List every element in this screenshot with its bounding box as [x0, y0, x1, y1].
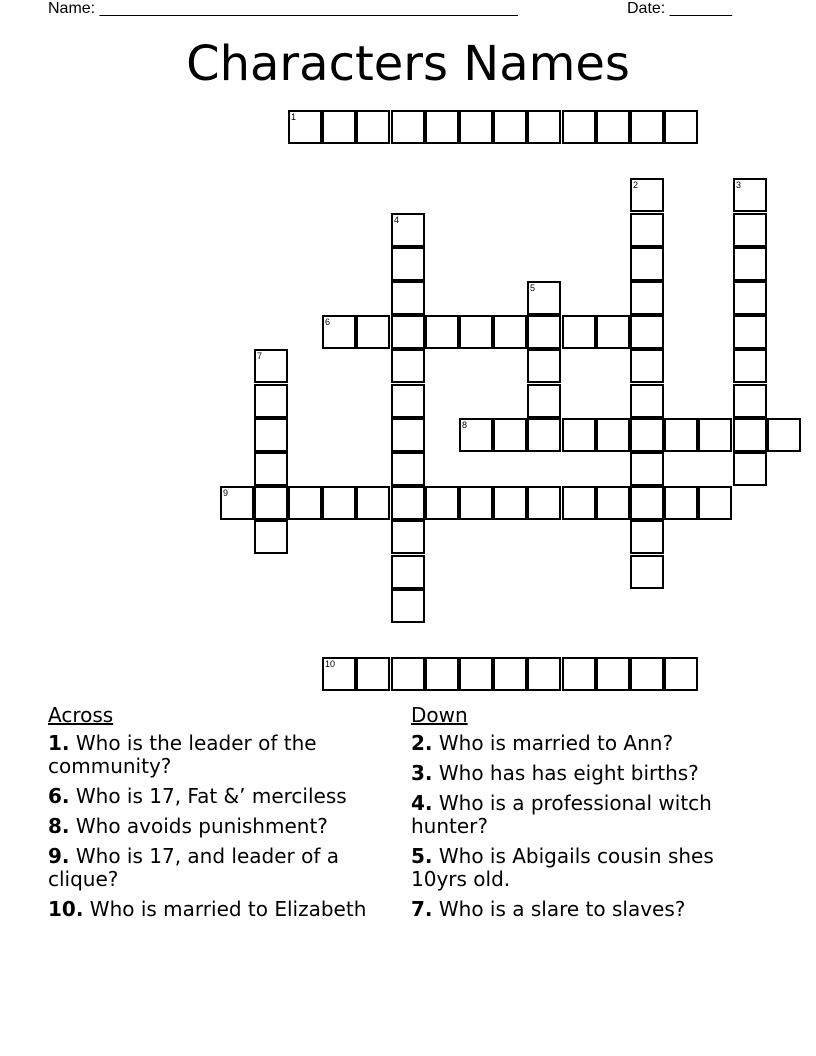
cell-number: 4 [394, 215, 400, 225]
down-clue [411, 898, 751, 921]
clue-text: Who is Abigails cousin shes 10yrs old. [411, 844, 714, 891]
crossword-cell[interactable] [425, 315, 459, 349]
crossword-cell[interactable] [733, 281, 767, 315]
crossword-cell[interactable] [391, 589, 425, 623]
crossword-cell[interactable] [630, 486, 664, 520]
crossword-cell[interactable] [391, 520, 425, 554]
page-title: Characters Names [186, 36, 630, 92]
name-field-label[interactable]: Name: _______________________________________________ [48, 0, 518, 17]
down-clues [411, 702, 751, 928]
crossword-cell[interactable] [733, 418, 767, 452]
cell-number: 8 [462, 420, 468, 430]
crossword-cell[interactable] [664, 110, 698, 144]
cell-number: 9 [223, 488, 229, 498]
crossword-cell[interactable] [527, 384, 561, 418]
down-clue [411, 762, 751, 785]
crossword-cell[interactable] [288, 486, 322, 520]
crossword-cell[interactable] [527, 349, 561, 383]
crossword-cell[interactable] [596, 486, 630, 520]
crossword-cell[interactable] [356, 486, 390, 520]
clue-number: 6. [48, 784, 70, 808]
crossword-cell[interactable] [459, 657, 493, 691]
clue-number: 9. [48, 844, 70, 868]
crossword-cell[interactable] [254, 384, 288, 418]
crossword-cell[interactable] [391, 213, 425, 247]
crossword-cell[interactable] [562, 657, 596, 691]
crossword-cell[interactable] [664, 657, 698, 691]
crossword-cell[interactable] [596, 657, 630, 691]
clue-text: Who has has eight births? [432, 761, 699, 785]
crossword-cell[interactable] [596, 110, 630, 144]
crossword-cell[interactable] [630, 110, 664, 144]
crossword-cell[interactable] [527, 281, 561, 315]
crossword-cell[interactable] [630, 520, 664, 554]
crossword-cell[interactable] [356, 110, 390, 144]
crossword-cell[interactable] [527, 657, 561, 691]
crossword-cell[interactable] [391, 281, 425, 315]
clue-text: Who is married to Elizabeth [83, 897, 367, 921]
crossword-cell[interactable] [220, 486, 254, 520]
crossword-cell[interactable] [596, 315, 630, 349]
crossword-cell[interactable] [391, 555, 425, 589]
cell-number: 10 [325, 659, 336, 669]
clue-text: Who is 17, and leader of a clique? [48, 844, 339, 891]
crossword-cell[interactable] [322, 315, 356, 349]
crossword-cell[interactable] [322, 486, 356, 520]
clue-text: Who is 17, Fat &’ merciless [69, 784, 347, 808]
crossword-cell[interactable] [391, 486, 425, 520]
crossword-cell[interactable] [596, 418, 630, 452]
crossword-cell[interactable] [733, 349, 767, 383]
down-clue [411, 792, 751, 838]
across-clue [48, 732, 403, 778]
clue-number: 4. [411, 791, 433, 815]
crossword-cell[interactable] [733, 384, 767, 418]
cell-number: 2 [633, 180, 639, 190]
down-clue [411, 732, 751, 755]
crossword-cell[interactable] [254, 349, 288, 383]
clue-number: 5. [411, 844, 433, 868]
crossword-cell[interactable] [356, 657, 390, 691]
crossword-cell[interactable] [630, 281, 664, 315]
cell-number: 7 [257, 351, 263, 361]
crossword-cell[interactable] [733, 247, 767, 281]
crossword-cell[interactable] [254, 486, 288, 520]
crossword-cell[interactable] [630, 247, 664, 281]
crossword-cell[interactable] [391, 384, 425, 418]
clue-text: Who avoids punishment? [69, 814, 328, 838]
crossword-cell[interactable] [459, 315, 493, 349]
down-heading: Down [411, 703, 468, 727]
crossword-cell[interactable] [322, 657, 356, 691]
across-heading: Across [48, 703, 114, 727]
crossword-cell[interactable] [630, 315, 664, 349]
clue-text: Who is the leader of the community? [48, 731, 317, 778]
crossword-cell[interactable] [322, 110, 356, 144]
across-clue [48, 898, 403, 921]
crossword-cell[interactable] [664, 418, 698, 452]
down-clue [411, 845, 751, 891]
crossword-cell[interactable] [562, 110, 596, 144]
clue-number: 3. [411, 761, 433, 785]
crossword-cell[interactable] [391, 657, 425, 691]
clue-number: 1. [48, 731, 70, 755]
crossword-cell[interactable] [391, 452, 425, 486]
cell-number: 6 [325, 317, 331, 327]
clue-number: 7. [411, 897, 433, 921]
crossword-cell[interactable] [664, 486, 698, 520]
cell-number: 5 [530, 283, 536, 293]
date-field-label[interactable]: Date: _______ [627, 0, 732, 17]
crossword-cell[interactable] [391, 110, 425, 144]
crossword-cell[interactable] [391, 247, 425, 281]
across-clue [48, 785, 403, 808]
crossword-cell[interactable] [459, 110, 493, 144]
crossword-cell[interactable] [459, 486, 493, 520]
crossword-cell[interactable] [767, 418, 801, 452]
crossword-cell[interactable] [630, 452, 664, 486]
crossword-cell[interactable] [425, 110, 459, 144]
crossword-cell[interactable] [562, 315, 596, 349]
crossword-cell[interactable] [254, 452, 288, 486]
crossword-cell[interactable] [459, 418, 493, 452]
crossword-cell[interactable] [391, 349, 425, 383]
across-clue [48, 845, 403, 891]
crossword-cell[interactable] [391, 315, 425, 349]
crossword-cell[interactable] [391, 418, 425, 452]
crossword-cell[interactable] [425, 486, 459, 520]
cell-number: 1 [291, 112, 297, 122]
crossword-cell[interactable] [527, 486, 561, 520]
crossword-cell[interactable] [493, 110, 527, 144]
crossword-cell[interactable] [630, 555, 664, 589]
crossword-cell[interactable] [630, 349, 664, 383]
crossword-cell[interactable] [493, 486, 527, 520]
clue-number: 10. [48, 897, 84, 921]
across-clue [48, 815, 403, 838]
clue-number: 2. [411, 731, 433, 755]
crossword-cell[interactable] [733, 452, 767, 486]
crossword-cell[interactable] [356, 315, 390, 349]
crossword-cell[interactable] [733, 178, 767, 212]
crossword-cell[interactable] [493, 418, 527, 452]
crossword-cell[interactable] [630, 657, 664, 691]
crossword-cell[interactable] [254, 418, 288, 452]
clue-text: Who is a slare to slaves? [432, 897, 686, 921]
crossword-cell[interactable] [630, 418, 664, 452]
cell-number: 3 [736, 180, 742, 190]
crossword-cell[interactable] [630, 384, 664, 418]
crossword-cell[interactable] [733, 315, 767, 349]
crossword-cell[interactable] [527, 110, 561, 144]
crossword-cell[interactable] [254, 520, 288, 554]
clue-text: Who is a professional witch hunter? [411, 791, 712, 838]
crossword-cell[interactable] [425, 657, 459, 691]
crossword-cell[interactable] [698, 418, 732, 452]
crossword-cell[interactable] [562, 486, 596, 520]
crossword-cell[interactable] [493, 315, 527, 349]
crossword-cell[interactable] [288, 110, 322, 144]
across-clues [48, 702, 403, 928]
crossword-cell[interactable] [562, 418, 596, 452]
clue-text: Who is married to Ann? [432, 731, 674, 755]
crossword-cell[interactable] [493, 657, 527, 691]
clue-number: 8. [48, 814, 70, 838]
crossword-cell[interactable] [698, 486, 732, 520]
crossword-cell[interactable] [630, 213, 664, 247]
crossword-cell[interactable] [733, 213, 767, 247]
crossword-cell[interactable] [630, 178, 664, 212]
crossword-cell[interactable] [527, 315, 561, 349]
crossword-cell[interactable] [527, 418, 561, 452]
